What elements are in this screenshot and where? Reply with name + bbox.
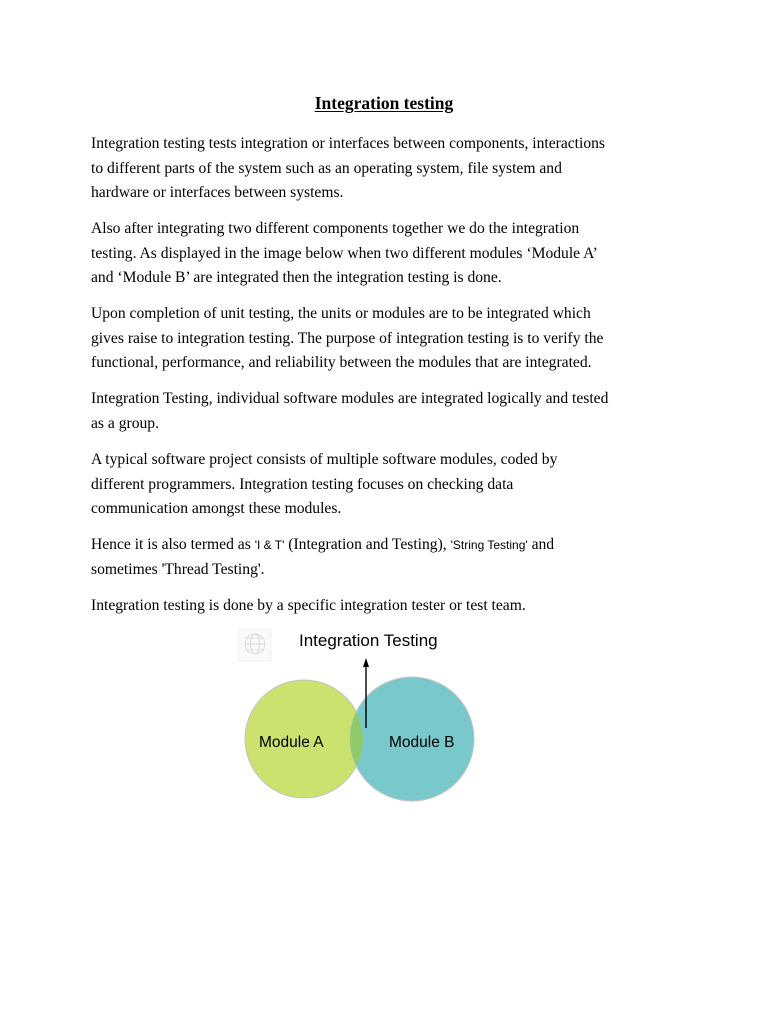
paragraph-software-project bbox=[91, 448, 691, 522]
paragraph-also-termed bbox=[91, 533, 691, 582]
module-a-label: Module A bbox=[259, 734, 324, 751]
text-run: (Integration and Testing), bbox=[284, 536, 451, 553]
text-line: Integration Testing, individual software modules are integrated logically and tested bbox=[91, 390, 609, 407]
globe-logo-icon bbox=[239, 629, 271, 661]
text-line: Also after integrating two different components together we do the integration bbox=[91, 220, 580, 237]
figure-title: Integration Testing bbox=[299, 631, 438, 650]
text-line: functional, performance, and reliability between the modules that are integrated. bbox=[91, 354, 592, 371]
text-line: and ‘Module B’ are integrated then the integration testing is done. bbox=[91, 269, 502, 286]
page-title: Integration testing bbox=[314, 93, 454, 113]
text-line: testing. As displayed in the image below when two different modules ‘Module A’ bbox=[91, 244, 598, 262]
paragraph-definition bbox=[91, 132, 691, 206]
text-line: to different parts of the system such as an operating system, file system and bbox=[91, 159, 562, 177]
text-line: Integration testing tests integration or interfaces between components, interactions bbox=[91, 135, 605, 152]
text-line: A typical software project consists of multiple software modules, coded by bbox=[91, 451, 558, 468]
text-line: Integration testing is done by a specific integration tester or test team. bbox=[91, 597, 526, 614]
module-b-label: Module B bbox=[389, 734, 455, 751]
venn-diagram-svg bbox=[236, 625, 486, 815]
integration-venn-figure bbox=[236, 625, 486, 815]
text-line bbox=[91, 533, 691, 558]
text-line: hardware or interfaces between systems. bbox=[91, 184, 344, 201]
text-run: and bbox=[527, 536, 555, 553]
paragraph-group-testing bbox=[91, 387, 691, 436]
paragraph-purpose bbox=[91, 302, 691, 376]
text-line: sometimes 'Thread Testing'. bbox=[91, 560, 265, 578]
text-line: different programmers. Integration testing focuses on checking data bbox=[91, 475, 514, 493]
text-line: Upon completion of unit testing, the units or modules are to be integrated which bbox=[91, 305, 591, 322]
paragraph-modules-example bbox=[91, 217, 691, 291]
text-line: as a group. bbox=[91, 414, 159, 432]
text-line: gives raise to integration testing. The purpose of integration testing is to verify the bbox=[91, 329, 604, 347]
text-line: communication amongst these modules. bbox=[91, 500, 342, 517]
paragraph-tester bbox=[91, 594, 691, 619]
text-run: Hence it is also termed as bbox=[91, 536, 255, 553]
term-string-testing: 'String Testing' bbox=[450, 538, 528, 552]
term-i-and-t: 'I & T' bbox=[254, 538, 285, 552]
